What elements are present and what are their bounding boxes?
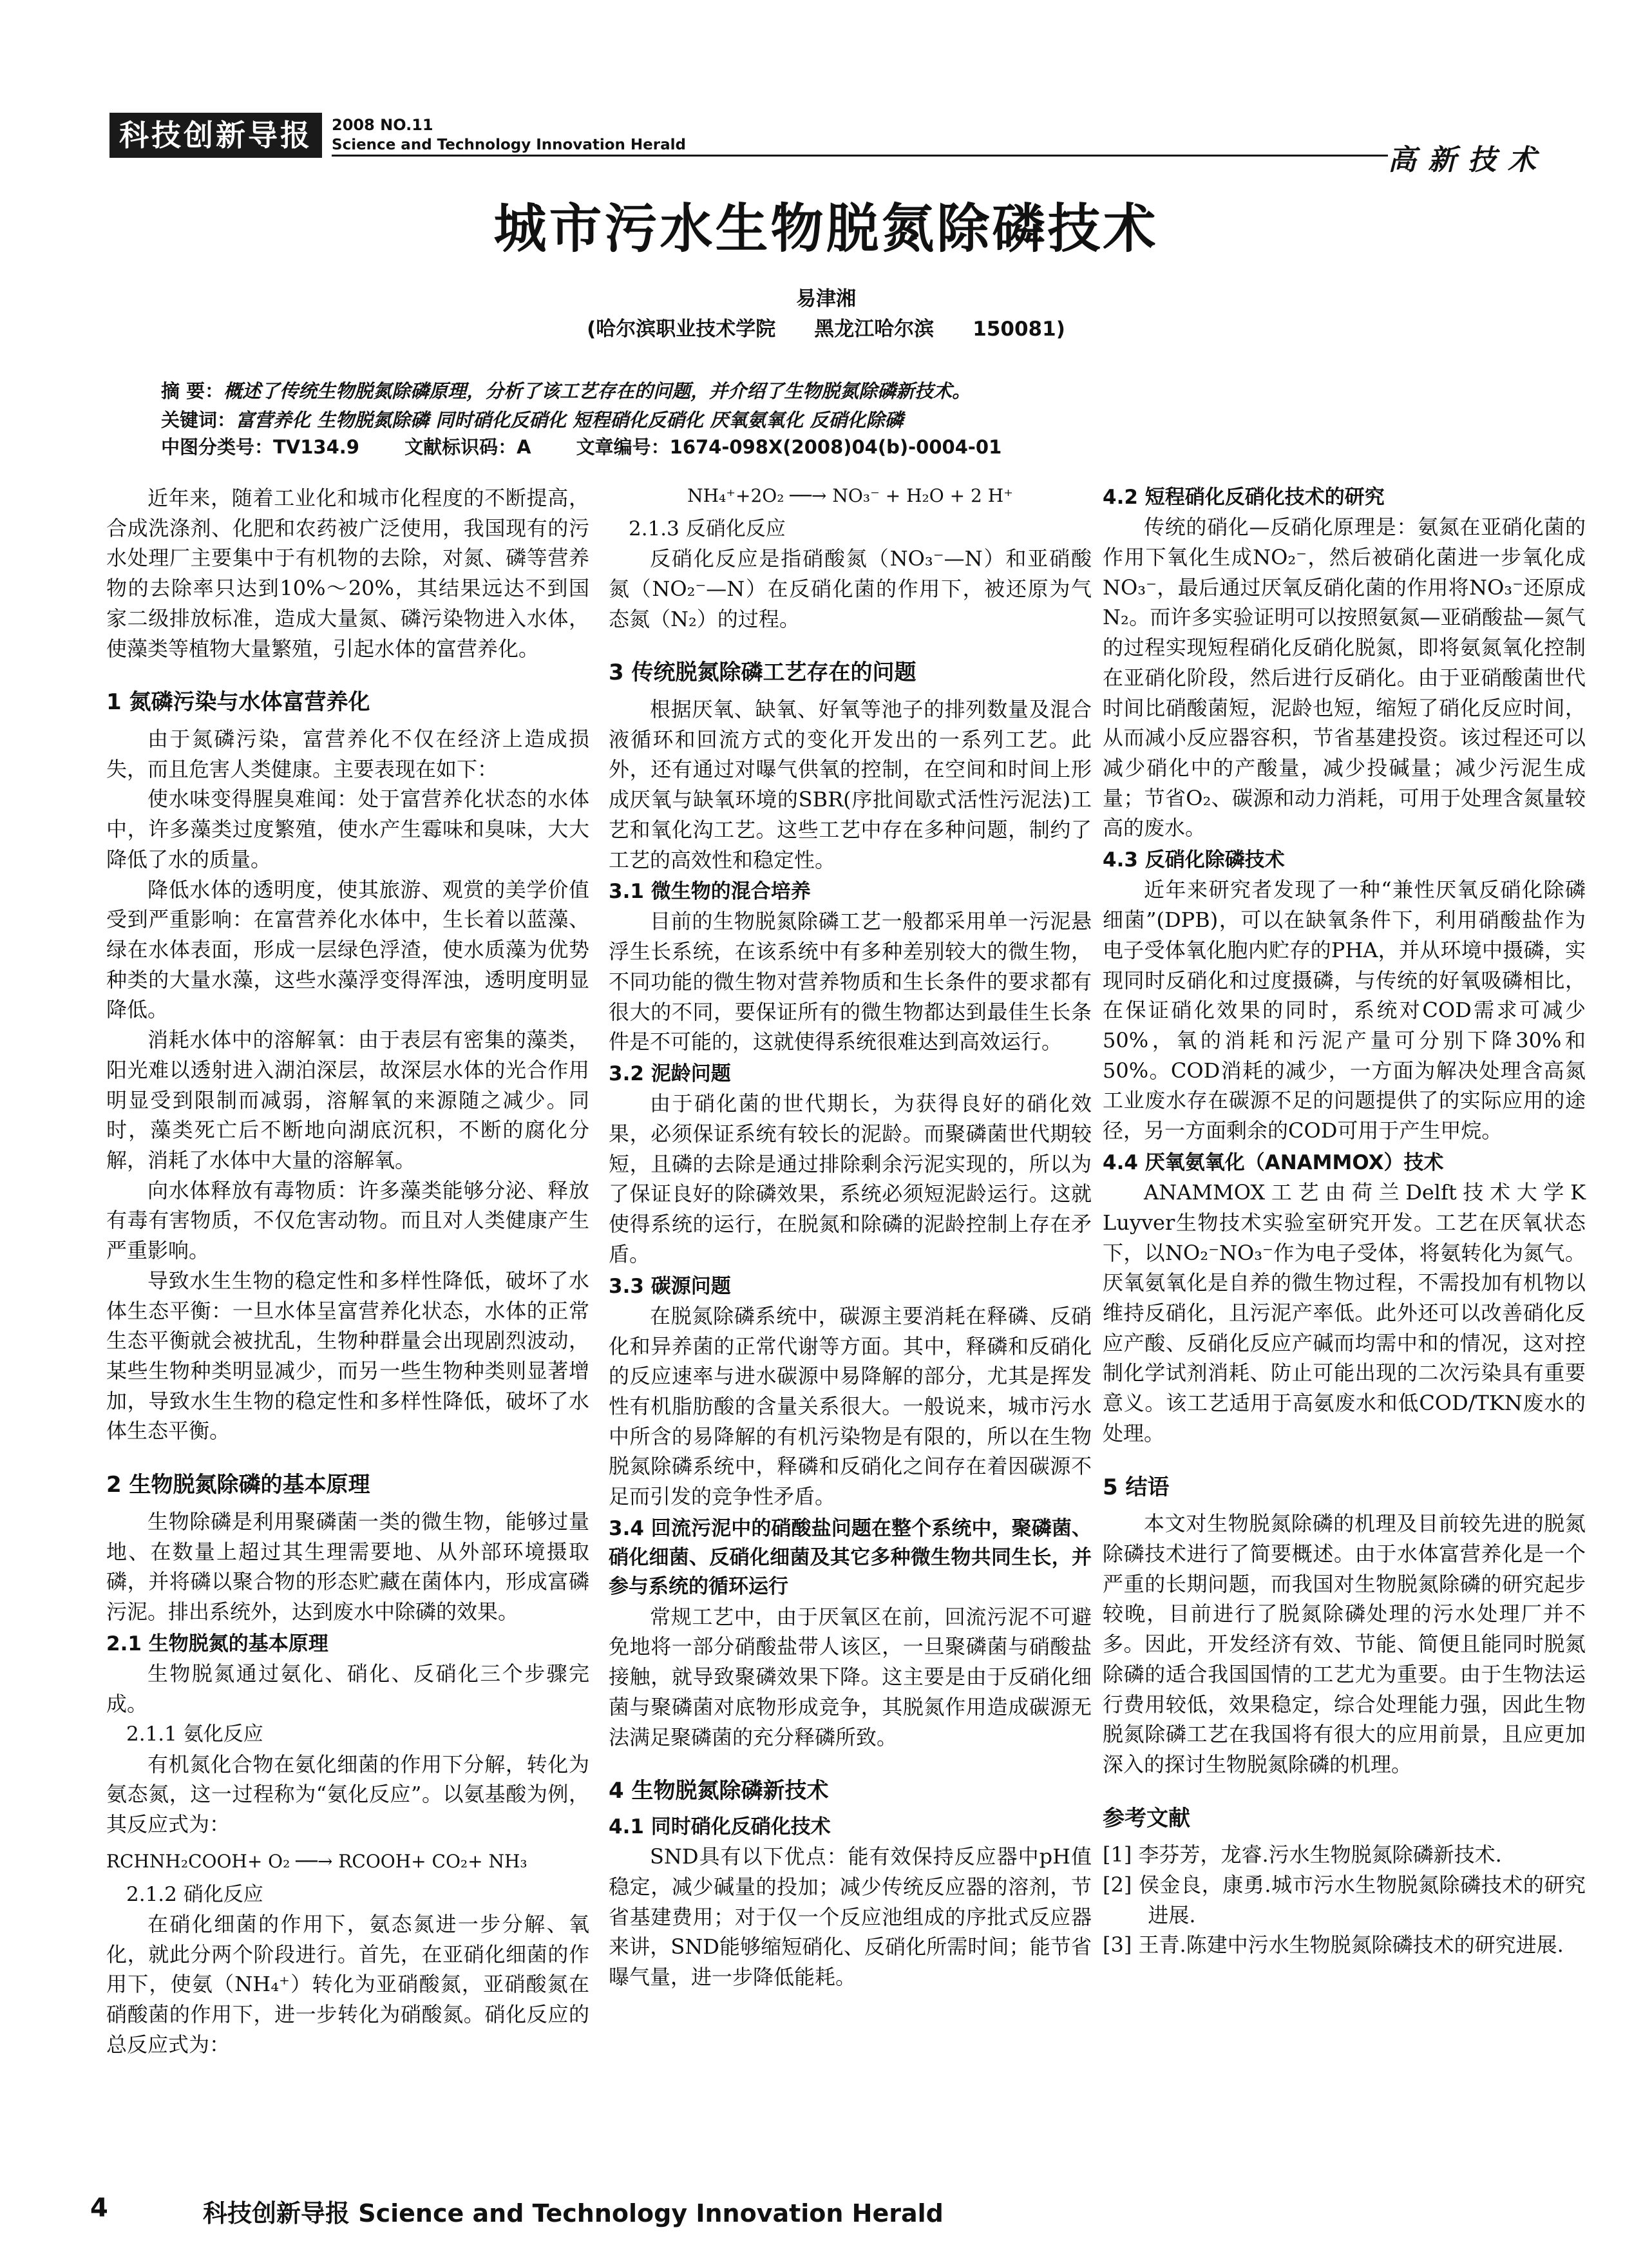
paragraph: SND具有以下优点：能有效保持反应器中pH值稳定，减少碱量的投加；减少传统反应器的溶剂，节省基建费用；对于仅一个反应池组成的序批式反应器来讲，SND能够缩短硝化、反硝化所需时间；能节省曝气量，进一步降低能耗。 <box>609 1844 1092 1989</box>
reference-item: [2] 侯金良，康勇.城市污水生物脱氮除磷技术的研究进展. <box>1103 1873 1586 1927</box>
paragraph: 传统的硝化—反硝化原理是：氨氮在亚硝化菌的作用下氧化生成NO₂⁻，然后被硝化菌进一步氧化成NO₃⁻，最后通过厌氧反硝化菌的作用将NO₃⁻还原成N₂。而许多实验证明可以按照氨氮—亚硝酸盐—氮气的过程实现短程硝化反硝化脱氮，即将氨氮氧化控制在亚硝化阶段，然后进行反硝化。由于亚硝酸菌世代时间比硝酸菌短，泥龄也短，缩短了硝化反应时间，从而减小反应器容积，节省基建投资。该过程还可以减少硝化中的产酸量，减少投碱量；减少污泥生成量；节省O₂、碳源和动力消耗，可用于处理含氮量较高的废水。 <box>1103 515 1586 841</box>
affiliation <box>0 312 1652 341</box>
section-3-3-heading: 3.3 碳源问题 <box>609 1274 731 1298</box>
journal-english-name: Science and Technology Innovation Herald <box>332 137 686 153</box>
column-1 <box>106 483 589 2060</box>
section-2-1-2-heading: 2.1.2 硝化反应 <box>126 1882 263 1906</box>
author: 易津湘 <box>796 287 856 310</box>
intro-paragraph: 近年来，随着工业化和城市化程度的不断提高，合成洗涤剂、化肥和农药被广泛使用，我国现有的污水处理厂主要集中于有机物的去除，对氮、磷等营养物的去除率只达到10%～20%，其结果远达不到国家二级排放标准，造成大量氮、磷污染物进入水体，使藻类等植物大量繁殖，引起水体的富营养化。 <box>106 486 589 661</box>
article-title: 城市污水生物脱氮除磷技术 <box>493 198 1159 260</box>
section-2-heading: 2 生物脱氮除磷的基本原理 <box>106 1472 370 1498</box>
paragraph: 本文对生物脱氮除磷的机理及目前较先进的脱氮除磷技术进行了简要概述。由于水体富营养化是一个严重的长期问题，而我国对生物脱氮除磷的研究起步较晚，目前进行了脱氮除磷处理的污水处理厂并不多。因此，开发经济有效、节能、简便且能同时脱氮除磷的适合我国国情的工艺尤为重要。由于生物法运行费用较低，效果稳定，综合处理能力强，因此生物脱氮除磷工艺在我国将有很大的应用前景，且应更加深入的探讨生物脱氮除磷的机理。 <box>1103 1511 1586 1777</box>
section-3-1-heading: 3.1 微生物的混合培养 <box>609 880 811 904</box>
classification-line <box>161 433 1040 459</box>
header-rule <box>332 155 1388 157</box>
paragraph: 反硝化反应是指硝酸氮（NO₃⁻—N）和亚硝酸氮（NO₂⁻—N）在反硝化菌的作用下，被还原为气态氮（N₂）的过程。 <box>609 546 1092 631</box>
abstract <box>161 377 971 403</box>
section-1-heading: 1 氮磷污染与水体富营养化 <box>106 689 370 716</box>
keywords-text: 富营养化 生物脱氮除磷 同时硝化反硝化 短程硝化反硝化 厌氧氨氧化 反硝化除磷 <box>236 409 904 431</box>
abstract-text: 概述了传统生物脱氮除磷原理，分析了该工艺存在的问题，并介绍了生物脱氮除磷新技术。 <box>223 380 971 402</box>
section-4-4-heading: 4.4 厌氧氨氧化（ANAMMOX）技术 <box>1103 1150 1444 1174</box>
section-4-2-heading: 4.2 短程硝化反硝化技术的研究 <box>1103 486 1385 509</box>
section-4-1-heading: 4.1 同时硝化反硝化技术 <box>609 1815 831 1838</box>
paragraph: 使水味变得腥臭难闻：处于富营养化状态的水体中，许多藻类过度繁殖，使水产生霉味和臭味，大大降低了水的质量。 <box>106 787 589 872</box>
document-code: 文献标识码：A <box>404 436 531 458</box>
paragraph: 生物脱氮通过氨化、硝化、反硝化三个步骤完成。 <box>106 1661 589 1716</box>
page-number: 4 <box>90 2193 108 2223</box>
footer-journal-name: 科技创新导报 Science and Technology Innovation Herald <box>203 2199 944 2228</box>
paragraph: 在脱氮除磷系统中，碳源主要消耗在释磷、反硝化和异养菌的正常代谢等方面。其中，释磷和反硝化的反应速率与进水碳源中易降解的部分，尤其是挥发性有机脂肪酸的含量关系很大。一般说来，城市污水中所含的易降解的有机污染物是有限的，所以在生物脱氮除磷系统中，释磷和反硝化之间存在着因碳源不足而引发的竞争性矛盾。 <box>609 1303 1092 1509</box>
paragraph: 有机氮化合物在氨化细菌的作用下分解，转化为氨态氮，这一过程称为“氨化反应”。以氨基酸为例，其反应式为： <box>106 1751 589 1837</box>
paragraph: 根据厌氧、缺氧、好氧等池子的排列数量及混合液循环和回流方式的变化开发出的一系列工艺。此外，还有通过对曝气供氧的控制，在空间和时间上形成厌氧与缺氧环境的SBR(序批间歇式活性污泥法)工艺和氧化沟工艺。这些工艺中存在多种问题，制约了工艺的高效性和稳定性。 <box>609 696 1092 872</box>
equation-nitrification: NH₄⁺+2O₂ ──→ NO₃⁻ + H₂O + 2 H⁺ <box>687 485 1013 506</box>
section-2-1-heading: 2.1 生物脱氮的基本原理 <box>106 1632 328 1655</box>
section-3-heading: 3 传统脱氮除磷工艺存在的问题 <box>609 660 916 686</box>
equation-ammonification: RCHNH₂COOH+ O₂ ──→ RCOOH+ CO₂+ NH₃ <box>106 1850 527 1872</box>
paragraph: 目前的生物脱氮除磷工艺一般都采用单一污泥悬浮生长系统，在该系统中有多种差别较大的微生物，不同功能的微生物对营养物质和生长条件的要求都有很大的不同，要保证所有的微生物都达到最佳生长条件是不可能的，这就使得系统很难达到高效运行。 <box>609 909 1092 1054</box>
paragraph: 消耗水体中的溶解氧：由于表层有密集的藻类，阳光难以透射进入湖泊深层，故深层水体的光合作用明显受到限制而减弱，溶解氧的来源随之减少。同时，藻类死亡后不断地向湖底沉积，不断的腐化分解，消耗了水体中大量的溶解氧。 <box>106 1027 589 1172</box>
clc-number: 中图分类号：TV134.9 <box>161 436 359 458</box>
keywords-label: 关键词： <box>161 409 236 431</box>
section-2-1-3-heading: 2.1.3 反硝化反应 <box>629 517 786 540</box>
paragraph: 近年来研究者发现了一种“兼性厌氧反硝化除磷细菌”(DPB)，可以在缺氧条件下，利用硝酸盐作为电子受体氧化胞内贮存的PHA，并从环境中摄磷，实现同时反硝化和过度摄磷，与传统的好氧吸磷相比，在保证硝化效果的同时，系统对COD需求可减少50%，氧的消耗和污泥产量可分别下降30%和50%。COD消耗的减少，一方面为解决处理含高氮工业废水存在碳源不足的问题提供了的实际应用的途径，另一方面剩余的COD可用于产生甲烷。 <box>1103 877 1586 1143</box>
issue-number: 2008 NO.11 <box>332 116 433 134</box>
reference-item: [3] 王青.陈建中污水生物脱氮除磷技术的研究进展. <box>1103 1932 1564 1958</box>
section-4-heading: 4 生物脱氮除磷新技术 <box>609 1778 829 1804</box>
paragraph: 由于氮磷污染，富营养化不仅在经济上造成损失，而且危害人类健康。主要表现在如下： <box>106 726 589 781</box>
affiliation-city: 黑龙江哈尔滨 <box>814 318 935 341</box>
paragraph: 由于硝化菌的世代期长，为获得良好的硝化效果，必须保证系统有较长的泥龄。而聚磷菌世代期较短，且磷的去除是通过排除剩余污泥实现的，所以为了保证良好的除磷效果，系统必须短泥龄运行。这就使得系统的运行，在脱氮和除磷的泥龄控制上存在矛盾。 <box>609 1091 1092 1266</box>
reference-item: [1] 李芬芳，龙睿.污水生物脱氮除磷新技术. <box>1103 1842 1502 1867</box>
paragraph: 向水体释放有毒物质：许多藻类能够分泌、释放有毒有害物质，不仅危害动物。而且对人类健康产生严重影响。 <box>106 1178 589 1263</box>
paragraph: 在硝化细菌的作用下，氨态氮进一步分解、氧化，就此分两个阶段进行。首先，在亚硝化细菌的作用下，使氨（NH₄⁺）转化为亚硝酸氮，亚硝酸氮在硝酸菌的作用下，进一步转化为硝酸氮。硝化反应的总反应式为： <box>106 1911 589 2057</box>
keywords <box>161 406 904 432</box>
section-4-3-heading: 4.3 反硝化除磷技术 <box>1103 848 1285 872</box>
column-2 <box>609 483 1092 1992</box>
paragraph: 生物除磷是利用聚磷菌一类的微生物，能够过量地、在数量上超过其生理需要地、从外部环境摄取磷，并将磷以聚合物的形态贮藏在菌体内，形成富磷污泥。排出系统外，达到废水中除磷的效果。 <box>106 1509 589 1624</box>
paragraph: 导致水生生物的稳定性和多样性降低，破坏了水体生态平衡：一旦水体呈富营养化状态，水体的正常生态平衡就会被扰乱，生物种群量会出现剧烈波动，某些生物种类明显减少，而另一些生物种类则显著增加，导致水生生物的稳定性和多样性降低，破坏了水体生态平衡。 <box>106 1268 589 1444</box>
section-tag: 高新技术 <box>1388 144 1548 176</box>
section-3-2-heading: 3.2 泥龄问题 <box>609 1062 731 1086</box>
references-heading: 参考文献 <box>1103 1805 1190 1831</box>
affiliation-school: (哈尔滨职业技术学院 <box>587 318 776 341</box>
journal-banner: 科技创新导报 <box>109 113 322 158</box>
section-2-1-1-heading: 2.1.1 氨化反应 <box>126 1722 263 1746</box>
paragraph: 降低水体的透明度，使其旅游、观赏的美学价值受到严重影响：在富营养化水体中，生长着以蓝藻、绿在水体表面，形成一层绿色浮渣，使水质藻为优势种类的大量水藻，这些水藻浮变得浑浊，透明度明显降低。 <box>106 877 589 1022</box>
affiliation-zip: 150081) <box>973 318 1065 341</box>
article-number: 文章编号：1674-098X(2008)04(b)-0004-01 <box>576 436 1002 458</box>
paragraph: 常规工艺中，由于厌氧区在前，回流污泥不可避免地将一部分硝酸盐带人该区，一旦聚磷菌与硝酸盐接触，就导致聚磷效果下降。这主要是由于反硝化细菌与聚磷菌对底物形成竞争，其脱氮作用造成碳源无法满足聚磷菌的充分释磷所致。 <box>609 1604 1092 1750</box>
abstract-label: 摘 要： <box>161 380 224 402</box>
section-3-4-heading: 3.4 回流污泥中的硝酸盐问题在整个系统中，聚磷菌、硝化细菌、反硝化细菌及其它多种微生物共同生长，并参与系统的循环运行 <box>609 1516 1092 1599</box>
column-3 <box>1103 483 1586 1960</box>
section-5-heading: 5 结语 <box>1103 1474 1170 1500</box>
paragraph: ANAMMOX工艺由荷兰Delft技术大学K Luyver生物技术实验室研究开发。工艺在厌氧状态下，以NO₂⁻NO₃⁻作为电子受体，将氨转化为氮气。厌氧氨氧化是自养的微生物过程，不需投加有机物以维持反硝化，且污泥产率低。此外还可以改善硝化反应产酸、反硝化反应产碱而均需中和的情况，这对控制化学试剂消耗、防止可能出现的二次污染具有重要意义。该工艺适用于高氨废水和低COD/TKN废水的处理。 <box>1103 1180 1586 1445</box>
